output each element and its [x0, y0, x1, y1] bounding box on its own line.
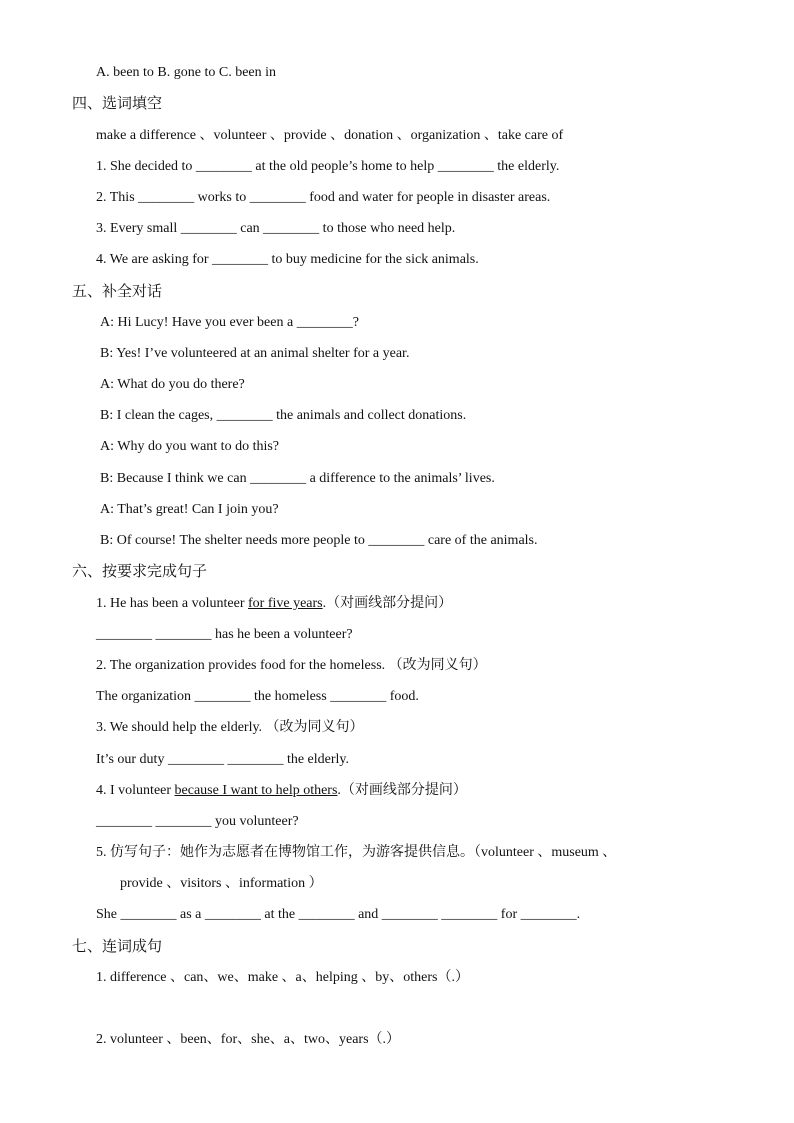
dialogue-line-8: B: Of course! The shelter needs more people to ________ care of the animals.: [100, 533, 538, 548]
underlined-phrase: for five years: [248, 596, 323, 611]
question-text: 1. He has been a volunteer: [96, 596, 248, 611]
rewrite-answer-3: It’s our duty ________ ________ the elderly.: [96, 752, 350, 767]
fill-blank-item-4: 4. We are asking for ________ to buy medicine for the sick animals.: [96, 252, 479, 267]
rewrite-answer-5: She ________ as a ________ at the ________ and ________ ________ for ________.: [96, 907, 581, 922]
section-4-title: 四、选词填空: [72, 94, 163, 112]
dialogue-line-1: A: Hi Lucy! Have you ever been a ________?: [100, 315, 359, 330]
question-instruction: .（对画线部分提问）: [337, 783, 467, 798]
rewrite-question-4: [96, 782, 467, 800]
rewrite-question-2: 2. The organization provides food for the homeless. （改为同义句）: [96, 658, 487, 673]
fill-blank-item-2: 2. This ________ works to ________ food and water for people in disaster areas.: [96, 190, 551, 205]
rewrite-question-3: 3. We should help the elderly. （改为同义句）: [96, 720, 364, 735]
section-6-title: 六、按要求完成句子: [72, 562, 208, 580]
top-options: A. been to B. gone to C. been in: [96, 65, 277, 80]
dialogue-line-7: A: That’s great! Can I join you?: [100, 502, 279, 517]
dialogue-line-5: A: Why do you want to do this?: [100, 439, 280, 454]
rewrite-answer-4: ________ ________ you volunteer?: [96, 814, 299, 829]
fill-blank-item-3: 3. Every small ________ can ________ to those who need help.: [96, 221, 456, 236]
word-bank: make a difference 、volunteer 、provide 、donation 、organization 、take care of: [96, 128, 564, 143]
dialogue-line-3: A: What do you do there?: [100, 377, 245, 392]
dialogue-line-2: B: Yes! I’ve volunteered at an animal shelter for a year.: [100, 346, 410, 361]
section-5-title: 五、补全对话: [72, 282, 163, 300]
dialogue-line-4: B: I clean the cages, ________ the animals and collect donations.: [100, 408, 467, 423]
underlined-phrase: because I want to help others: [174, 783, 338, 798]
dialogue-line-6: B: Because I think we can ________ a difference to the animals’ lives.: [100, 471, 495, 486]
question-text: 4. I volunteer: [96, 783, 175, 798]
rewrite-question-1: [96, 595, 452, 613]
section-7-title: 七、连词成句: [72, 937, 163, 955]
word-order-item-2: 2. volunteer 、been、for、she、a、two、years（.）: [96, 1032, 401, 1047]
rewrite-answer-2: The organization ________ the homeless ________ food.: [96, 689, 419, 704]
rewrite-question-5: 5. 仿写句子：她作为志愿者在博物馆工作，为游客提供信息。（volunteer 、museum 、: [96, 845, 617, 860]
fill-blank-item-1: 1. She decided to ________ at the old people’s home to help ________ the elderly.: [96, 159, 560, 174]
word-order-item-1: 1. difference 、can、we、make 、a、helping 、by、others（.）: [96, 970, 469, 985]
rewrite-question-5-continued: provide 、visitors 、information ）: [120, 876, 323, 891]
rewrite-answer-1: ________ ________ has he been a volunteer?: [96, 627, 353, 642]
question-instruction: .（对画线部分提问）: [322, 596, 453, 611]
